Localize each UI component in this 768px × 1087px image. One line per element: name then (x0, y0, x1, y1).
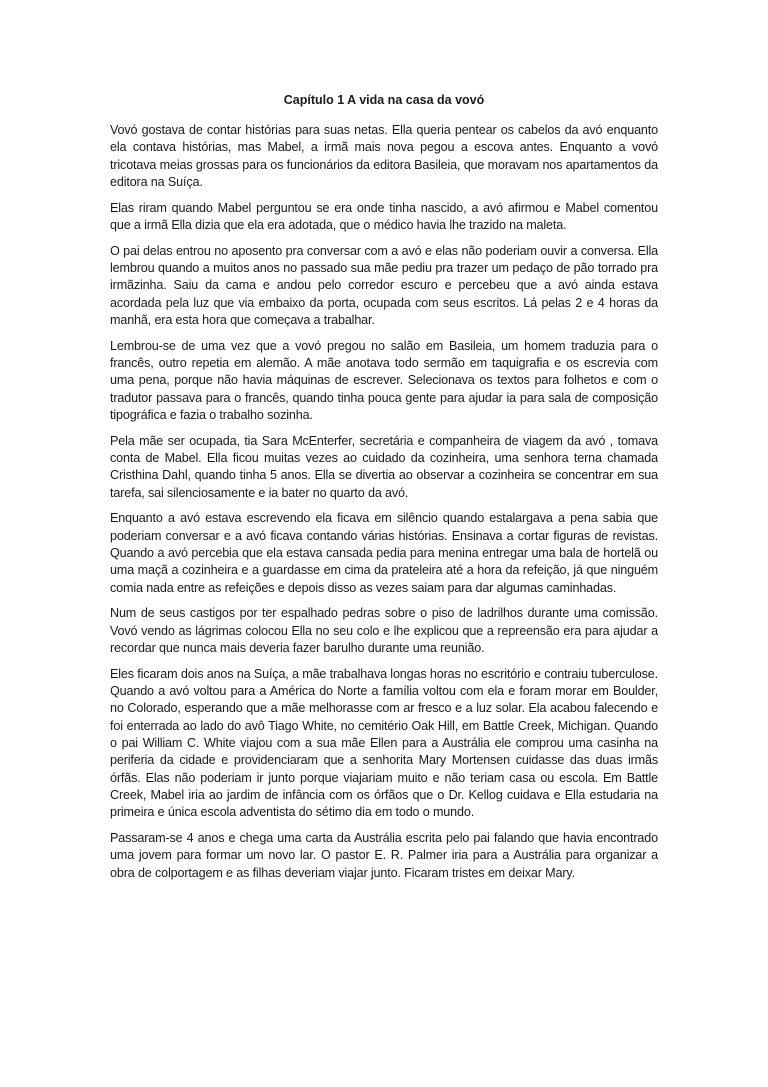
chapter-title: Capítulo 1 A vida na casa da vovó (283, 93, 485, 107)
paragraph: Vovó gostava de contar histórias para suas netas. Ella queria pentear os cabelos da avó enquanto ela contava histórias, mas Mabel, a irmã mais nova pegou a escova antes. Enquanto a vovó tricotava meias grossas para os funcionários da editora Basileia, que moravam nos apartamentos da editora na Suíça. (110, 123, 658, 189)
paragraph: Elas riram quando Mabel perguntou se era onde tinha nascido, a avó afirmou e Mabel comentou que a irmã Ella dizia que ela era adotada, que o médico havia lhe trazido na maleta. (110, 200, 658, 232)
paragraph: O pai delas entrou no aposento pra conversar com a avó e elas não poderiam ouvir a conversa. Ella lembrou quando a muitos anos no passado sua mãe pediu pra trazer um pedaço de pão torrado pra irmãzinha. Saiu da cama e andou pelo corredor escuro e percebeu que a avó ainda estava acordada pela luz que via embaixo da porta, ocupada com seus escritos. Lá pelas 2 e 4 horas da manhã, era esta hora que começava a trabalhar. (110, 243, 658, 327)
paragraph: Lembrou-se de uma vez que a vovó pregou no salão em Basileia, um homem traduzia para o francês, outro repetia em alemão. A mãe anotava todo sermão em taquigrafia e os escrevia com uma pena, porque não havia máquinas de escrever. Selecionava os textos para folhetos e com o tradutor passava para o francês, quando tinha pouca gente para ajudar ia para sala de composição tipográfica e fazia o trabalho sozinha. (110, 338, 658, 422)
paragraph: Enquanto a avó estava escrevendo ela ficava em silêncio quando estalargava a pena sabia que poderiam conversar e a avó ficava contando várias histórias. Ensinava a cortar figuras de revistas. Quando a avó percebia que ela estava cansada pedia para menina entregar uma bala de hortelã ou uma maçã a cozinheira e a guardasse em cima da prateleira até a hora da refeição, já que ninguém comia nada entre as refeições e depois disso as vezes saiam para dar algumas caminhadas. (110, 511, 658, 595)
document-page (110, 92, 658, 890)
paragraph: Pela mãe ser ocupada, tia Sara McEnterfer, secretária e companheira de viagem da avó , tomava conta de Mabel. Ella ficou muitas vezes ao cuidado da cozinheira, uma senhora terna chamada Cristhina Dahl, quando tinha 5 anos. Ella se divertia ao observar a cozinheira se concentrar em sua tarefa, sai silenciosamente e ia bater no quarto da avó. (110, 433, 658, 500)
paragraph: Eles ficaram dois anos na Suíça, a mãe trabalhava longas horas no escritório e contraiu tuberculose. Quando a avó voltou para a América do Norte a família voltou com ela e foram morar em Boulder, no Colorado, esperando que a mãe melhorasse com ar fresco e a luz solar. Ela acabou falecendo e foi enterrada ao lado do avô Tiago White, no cemitério Oak Hill, em Battle Creek, Michigan. Quando o pai William C. White viajou com a sua mãe Ellen para a Austrália ele comprou uma casinha na periferia da cidade e providenciaram que a senhorita Mary Mortensen cuidasse das duas irmãs órfãs. Elas não poderiam ir junto porque viajariam muito e não teriam casa ou escola. Em Battle Creek, Mabel iria ao jardim de infância com os órfãos que o Dr. Kellog cuidava e Ella estudaria na primeira e única escola adventista do sétimo dia em todo o mundo. (110, 666, 658, 820)
paragraph: Passaram-se 4 anos e chega uma carta da Austrália escrita pelo pai falando que havia encontrado uma jovem para formar um novo lar. O pastor E. R. Palmer iria para a Austrália para organizar a obra de colportagem e as filhas deveriam viajar junto. Ficaram tristes em deixar Mary. (110, 830, 658, 880)
paragraph: Num de seus castigos por ter espalhado pedras sobre o piso de ladrilhos durante uma comissão. Vovó vendo as lágrimas colocou Ella no seu colo e lhe explicou que a repreensão era para ajudar a recordar que nunca mais deveria fazer barulho durante uma reunião. (110, 606, 658, 656)
